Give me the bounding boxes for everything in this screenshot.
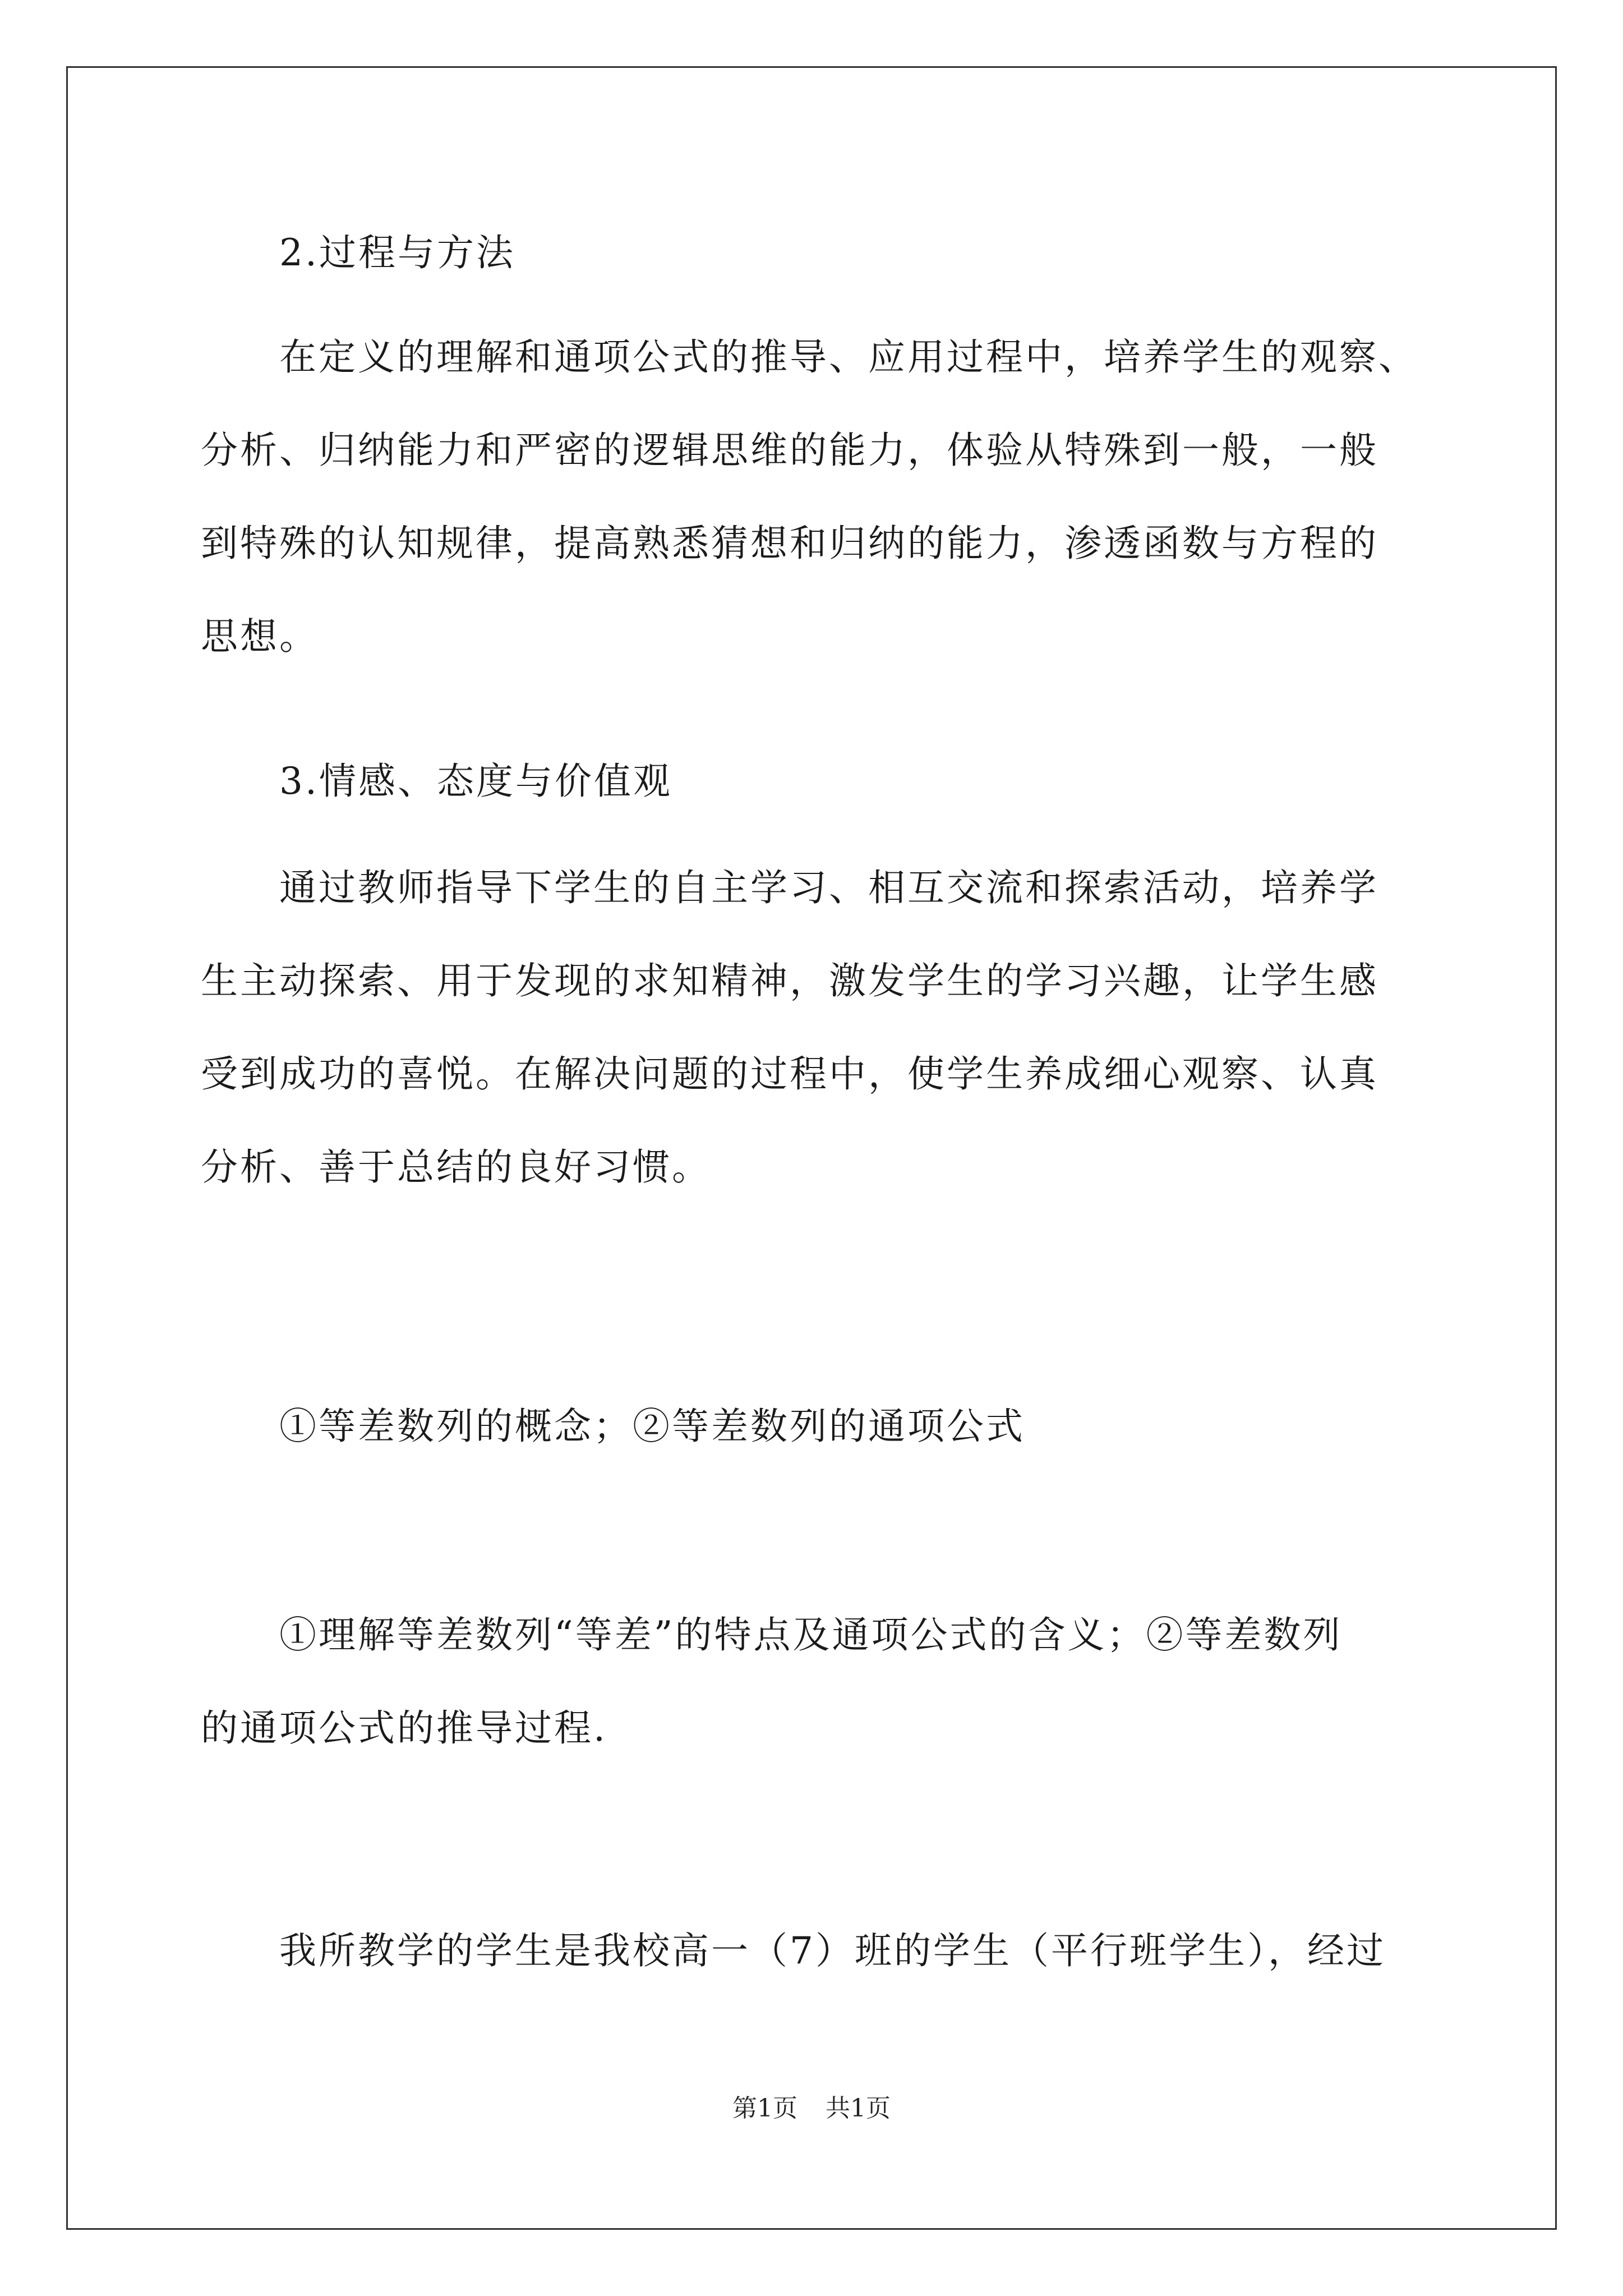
paragraph-emotion-attitude-values xyxy=(201,841,1435,1214)
heading-text: 3.情感、态度与价值观 xyxy=(279,760,672,803)
paragraph-line: ①理解等差数列“等差”的特点及通项公式的含义；②等差数列 xyxy=(279,1613,1343,1657)
paragraph-line: 生主动探索、用于发现的求知精神，激发学生的学习兴趣，让学生感 xyxy=(201,959,1378,1002)
page-footer xyxy=(0,2088,1623,2124)
page-number-total: 共1页 xyxy=(826,2094,891,2123)
paragraph-line: 思想。 xyxy=(201,615,319,658)
teaching-difficult-points xyxy=(201,1589,1435,1775)
paragraph-line: 到特殊的认知规律，提高熟悉猜想和归纳的能力，渗透函数与方程的 xyxy=(201,522,1378,565)
paragraph-line: 的通项公式的推导过程. xyxy=(201,1706,607,1750)
paragraph-line: 通过教师指导下学生的自主学习、相互交流和探索活动，培养学 xyxy=(279,866,1378,909)
heading-text: 2.过程与方法 xyxy=(279,231,515,274)
paragraph-line: 分析、善于总结的良好习惯。 xyxy=(201,1145,711,1189)
heading-process-methods xyxy=(201,206,1435,300)
paragraph-line: 分析、归纳能力和严密的逻辑思维的能力，体验从特殊到一般，一般 xyxy=(201,429,1378,472)
paragraph-line: 在定义的理解和通项公式的推导、应用过程中，培养学生的观察、 xyxy=(279,335,1418,379)
paragraph-line: 受到成功的喜悦。在解决问题的过程中，使学生养成细心观察、认真 xyxy=(201,1052,1378,1096)
paragraph-line: ①等差数列的概念；②等差数列的通项公式 xyxy=(279,1405,1025,1448)
paragraph-line: 我所教学的学生是我校高一（7）班的学生（平行班学生），经过 xyxy=(279,1929,1386,1972)
page-number-current: 第1页 xyxy=(732,2094,797,2123)
student-analysis xyxy=(201,1904,1435,1998)
heading-emotion-attitude-values xyxy=(201,735,1435,828)
paragraph-process-methods xyxy=(201,311,1435,683)
teaching-key-points xyxy=(201,1380,1435,1473)
